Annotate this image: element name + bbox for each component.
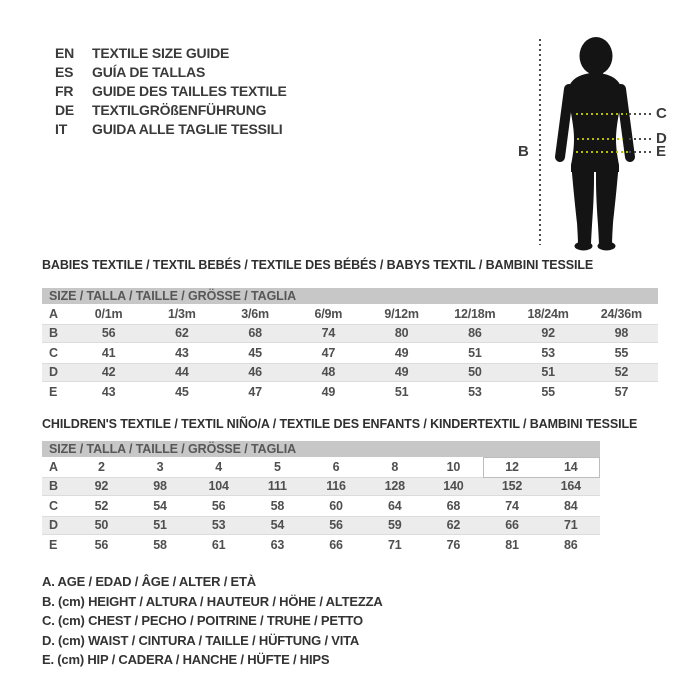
language-title: GUÍA DE TALLAS — [92, 64, 206, 80]
table-cell: 49 — [394, 345, 409, 360]
table-cell: 45 — [175, 384, 189, 399]
table-cell: 42 — [101, 365, 116, 380]
language-line — [55, 63, 287, 82]
legend-line: B. (cm) HEIGHT / ALTURA / HAUTEUR / HÖHE / ALTEZZA — [42, 593, 383, 609]
row-label: D — [49, 365, 58, 380]
table-cell: 62 — [175, 326, 189, 341]
table-cell: 3 — [156, 459, 164, 474]
table-cell: 49 — [321, 384, 336, 399]
table-row-a — [42, 304, 658, 324]
table-row-e — [42, 382, 658, 402]
table-cell: 68 — [248, 326, 262, 341]
language-code: DE — [55, 102, 75, 118]
table-cell: 74 — [505, 498, 519, 513]
table-cell: 66 — [329, 537, 343, 552]
table-cell: 66 — [505, 518, 519, 533]
table-cell: 76 — [446, 537, 461, 552]
table-cell: 98 — [614, 326, 629, 341]
table-cell: 43 — [101, 384, 116, 399]
child-silhouette-icon — [552, 33, 648, 251]
table-cell: 111 — [267, 479, 287, 494]
table-cell: 3/6m — [241, 306, 269, 321]
table-cell: 52 — [94, 498, 109, 513]
table-cell: 51 — [394, 384, 409, 399]
table-row-a — [42, 457, 600, 477]
table-cell: 50 — [468, 365, 482, 380]
waist-dotted-line — [577, 138, 623, 140]
table-cell: 92 — [94, 479, 109, 494]
table-cell: 71 — [563, 518, 578, 533]
table-cell: 12 — [505, 459, 519, 474]
hip-callout-line — [629, 151, 652, 153]
table-cell: 47 — [321, 345, 336, 360]
table-cell: 68 — [446, 498, 461, 513]
babies-table-header: SIZE / TALLA / TAILLE / GRÖSSE / TAGLIA — [42, 288, 658, 304]
table-cell: 92 — [541, 326, 555, 341]
table-cell: 24/36m — [600, 306, 642, 321]
language-line — [55, 44, 287, 63]
language-line — [55, 82, 287, 101]
table-cell: 64 — [387, 498, 402, 513]
table-cell: 86 — [468, 326, 482, 341]
table-row-e — [42, 535, 600, 555]
language-line — [55, 101, 287, 120]
row-label: C — [49, 498, 58, 513]
table-cell: 4 — [215, 459, 223, 474]
table-row-d — [42, 516, 600, 536]
table-cell: 51 — [153, 518, 167, 533]
table-cell: 58 — [153, 537, 167, 552]
table-cell: 61 — [211, 537, 226, 552]
hip-label: E — [656, 143, 667, 160]
row-label: A — [49, 306, 58, 321]
children-table-header: SIZE / TALLA / TAILLE / GRÖSSE / TAGLIA — [42, 441, 600, 457]
table-cell: 164 — [560, 479, 581, 494]
table-cell: 6 — [332, 459, 340, 474]
table-cell: 140 — [443, 479, 464, 494]
table-cell: 49 — [394, 365, 409, 380]
table-cell: 80 — [394, 326, 409, 341]
height-dotted-line — [539, 39, 541, 245]
row-label: B — [49, 326, 58, 341]
chest-label: C — [656, 105, 667, 122]
row-label: B — [49, 479, 58, 494]
babies-section-title: BABIES TEXTILE / TEXTIL BEBÉS / TEXTILE DES BÉBÉS / BABYS TEXTIL / BAMBINI TESSILE — [42, 258, 594, 272]
measurement-figure — [505, 28, 675, 260]
table-cell: 56 — [211, 498, 226, 513]
waist-label: D — [656, 130, 667, 147]
table-cell: 62 — [446, 518, 461, 533]
table-cell: 56 — [94, 537, 109, 552]
language-code: ES — [55, 64, 74, 80]
language-title: TEXTILGRÖßENFÜHRUNG — [92, 102, 267, 118]
chest-dotted-line — [576, 113, 627, 115]
language-title: GUIDA ALLE TAGLIE TESSILI — [92, 121, 283, 137]
table-cell: 56 — [101, 326, 116, 341]
height-label: B — [518, 143, 529, 160]
table-cell: 8 — [391, 459, 399, 474]
table-cell: 2 — [97, 459, 105, 474]
table-cell: 51 — [541, 365, 555, 380]
table-cell: 0/1m — [94, 306, 123, 321]
table-cell: 53 — [541, 345, 555, 360]
table-cell: 9/12m — [384, 306, 419, 321]
table-cell: 47 — [248, 384, 262, 399]
table-cell: 55 — [614, 345, 629, 360]
language-list — [55, 44, 287, 139]
table-cell: 58 — [270, 498, 285, 513]
row-label: E — [49, 384, 58, 399]
table-cell: 53 — [468, 384, 482, 399]
row-label: A — [49, 459, 58, 474]
table-cell: 1/3m — [168, 306, 196, 321]
table-row-b — [42, 477, 600, 497]
hip-dotted-line — [576, 151, 628, 153]
legend-line: E. (cm) HIP / CADERA / HANCHE / HÜFTE / HIPS — [42, 652, 330, 667]
table-cell: 104 — [208, 479, 229, 494]
legend-line: C. (cm) CHEST / PECHO / POITRINE / TRUHE / PETTO — [42, 613, 363, 628]
table-cell: 5 — [273, 459, 281, 474]
table-cell: 45 — [248, 345, 262, 360]
table-cell: 41 — [101, 345, 116, 360]
table-cell: 52 — [614, 365, 629, 380]
table-cell: 56 — [329, 518, 343, 533]
table-cell: 51 — [468, 345, 482, 360]
table-row-c — [42, 343, 658, 363]
chest-callout-line — [629, 113, 652, 115]
table-row-d — [42, 363, 658, 383]
table-cell: 53 — [211, 518, 226, 533]
table-cell: 55 — [541, 384, 555, 399]
legend-line: A. AGE / EDAD / ÂGE / ALTER / ETÀ — [42, 574, 256, 589]
table-cell: 18/24m — [527, 306, 569, 321]
table-cell: 14 — [563, 459, 578, 474]
table-cell: 60 — [329, 498, 343, 513]
table-cell: 63 — [270, 537, 285, 552]
language-line — [55, 120, 287, 139]
language-code: FR — [55, 83, 74, 99]
table-cell: 84 — [563, 498, 578, 513]
row-label: E — [49, 537, 58, 552]
table-row-c — [42, 496, 600, 516]
table-cell: 48 — [321, 365, 336, 380]
language-code: IT — [55, 121, 68, 137]
table-cell: 50 — [94, 518, 109, 533]
table-cell: 43 — [175, 345, 189, 360]
table-cell: 12/18m — [454, 306, 496, 321]
table-cell: 98 — [153, 479, 167, 494]
table-cell: 71 — [387, 537, 402, 552]
table-cell: 44 — [175, 365, 189, 380]
legend-line: D. (cm) WAIST / CINTURA / TAILLE / HÜFTUNG / VITA — [42, 632, 360, 648]
measurement-legend — [42, 572, 383, 670]
waist-callout-line — [629, 138, 652, 140]
table-cell: 46 — [248, 365, 262, 380]
children-section-title: CHILDREN'S TEXTILE / TEXTIL NIÑO/A / TEXTILE DES ENFANTS / KINDERTEXTIL / BAMBINI TESSILE — [42, 417, 638, 431]
language-code: EN — [55, 45, 75, 61]
table-cell: 10 — [446, 459, 461, 474]
table-cell: 59 — [387, 518, 402, 533]
table-cell: 57 — [614, 384, 629, 399]
children-size-table — [42, 441, 600, 555]
table-cell: 74 — [321, 326, 336, 341]
language-title: TEXTILE SIZE GUIDE — [92, 45, 230, 61]
table-cell: 128 — [384, 479, 405, 494]
table-cell: 54 — [270, 518, 285, 533]
row-label: D — [49, 518, 58, 533]
table-cell: 86 — [563, 537, 578, 552]
table-cell: 116 — [326, 479, 346, 494]
table-row-b — [42, 324, 658, 344]
table-cell: 152 — [501, 479, 523, 494]
table-cell: 81 — [505, 537, 519, 552]
table-cell: 6/9m — [314, 306, 343, 321]
language-title: GUIDE DES TAILLES TEXTILE — [92, 83, 287, 99]
row-label: C — [49, 345, 58, 360]
babies-size-table — [42, 288, 658, 402]
table-cell: 54 — [153, 498, 167, 513]
